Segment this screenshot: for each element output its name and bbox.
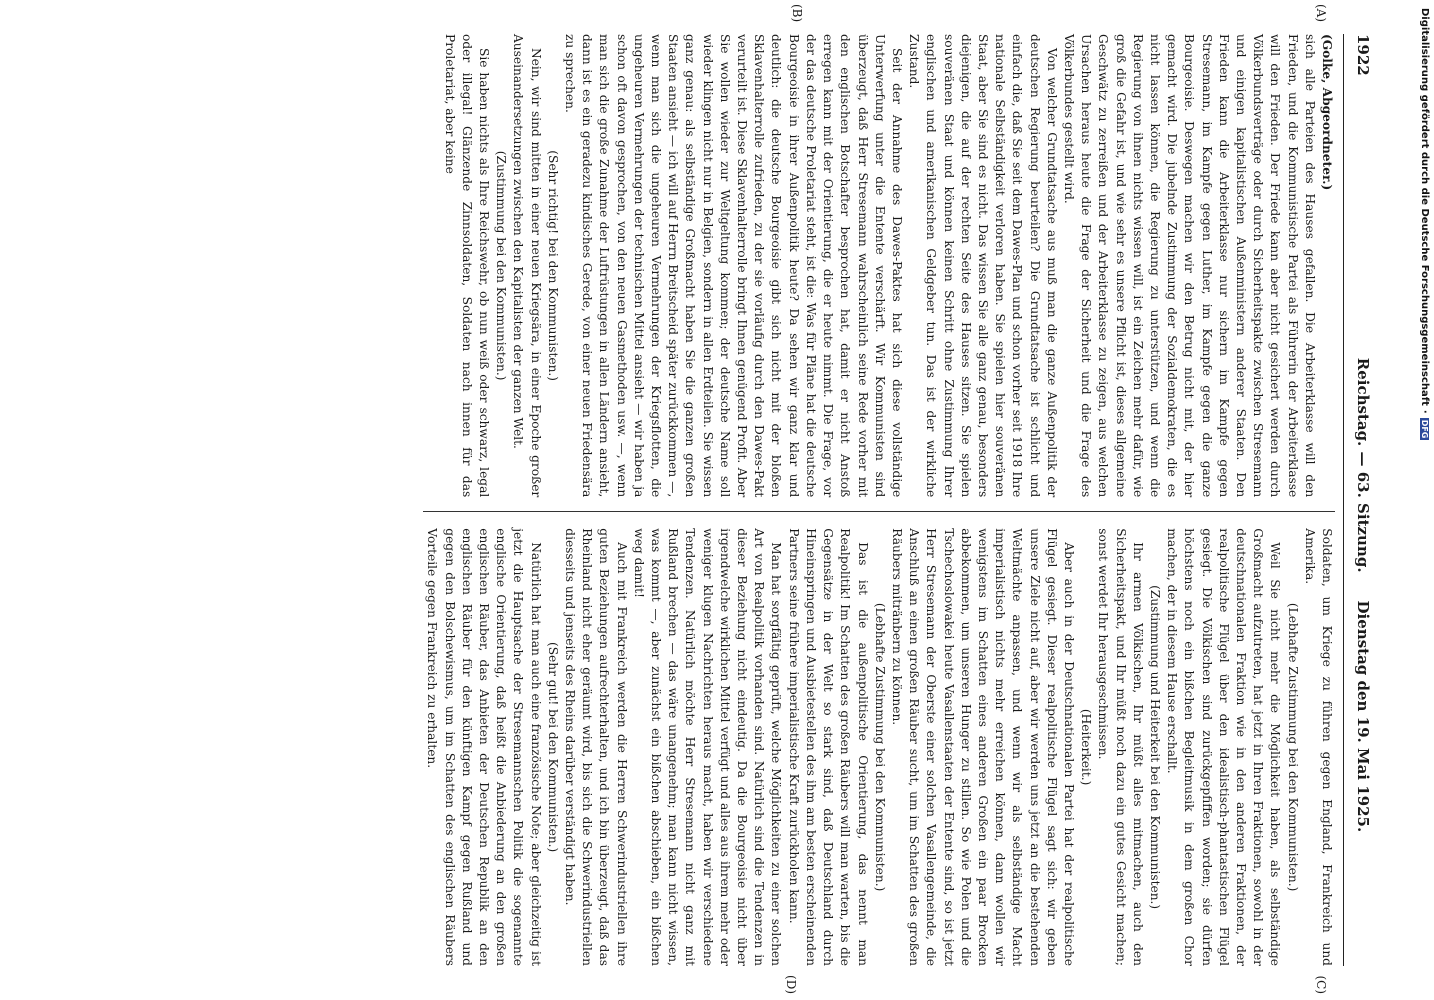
header-title-right: Dienstag den 19. Mai 1925. bbox=[1354, 600, 1372, 833]
text-columns bbox=[423, 4, 1335, 994]
paragraph: Aber auch in der Deutschnationalen Partei hat der realpolitische Flügel gesiegt. Dieser realpolitische Flügel sagt sich: wir geben unsere Ziele nicht auf, aber wir werden uns jetzt an die bestehenden Weltmächte anpassen, und wenn wir als selbständige Macht imperialistisch nichts mehr erreichen können, dann wollen wir wenigstens im Schatten eines anderen Großen ein paar Brocken abbekommen, um unseren Hunger zu stillen. So wie Polen und die Tschechoslowakei heute Vasallenstaaten der Entente sind, so ist jetzt Herr Stresemann der Oberste einer solchen Vasallengemeinde, die Anschluß an einen großen Räuber sucht, um im Schatten des großen Räubers mitränbern zu können. bbox=[889, 528, 1076, 966]
page-number: 1922 bbox=[1354, 34, 1372, 76]
rotated-page bbox=[70, 0, 1390, 1000]
page-header bbox=[1344, 34, 1372, 966]
margin-marker-d: (D) bbox=[784, 975, 798, 994]
credit-text: Digitalisierung gefördert durch die Deutsche Forschungsgemeinschaft bbox=[1419, 8, 1431, 406]
left-column bbox=[423, 4, 1335, 512]
paragraph: Ihr armen Völkischen, Ihr müßt alles mitmachen, auch den Sicherheitspakt, und Ihr müßt noch dazu ein gutes Gesicht machen; sonst werdet Ihr herausgeschmissen. bbox=[1096, 528, 1145, 966]
paragraph: Soldaten, um Kriege zu führen gegen England, Frankreich und Amerika. bbox=[1302, 528, 1334, 966]
paragraph: Auch mit Frankreich werden die Herren Schwerindustriellen ihre guten Beziehungen aufrechterhalten, und ich bin überzeugt, daß das Rheinland nicht eher geräumt wird, bis sich die Schwerindustriellen diesseits und jenseits des Rheins darüber verständigt haben. bbox=[563, 528, 629, 966]
digitization-credit bbox=[1418, 8, 1432, 598]
interjection: (Lebhafte Zustimmung bei den Kommunisten.) bbox=[872, 602, 887, 892]
right-column bbox=[423, 512, 1335, 994]
paragraph: Man hat sorgfältig geprüft, welche Möglichkeiten zu einer solchen Art von Realpolitik vorhanden sind. Natürlich sind die Tendenzen in dieser Beziehung nicht eindeutig. Da die Bourgeoisie nicht über irgendwelche wirklichen Mittel verfügt und alles aus ihrem mehr oder weniger klugen Nachrichten heraus macht, haben wir verschiedene Tendenzen. Natürlich möchte Herr Stresemann nicht ganz mit Rußland brechen — das wäre unangenehm; man kann nicht wissen, was kommt —, aber zunächst ein bißchen abschieben, ein bißchen weg damit! bbox=[631, 528, 784, 966]
interjection: (Lebhafte Zustimmung bei den Kommunisten.) bbox=[1285, 602, 1300, 892]
interjection: (Sehr gut! bei den Kommunisten.) bbox=[545, 641, 560, 853]
credit-text-row: Digitalisierung gefördert durch die Deutsche Forschungsgemeinschaft · DFG bbox=[1419, 8, 1431, 439]
header-left bbox=[1354, 34, 1372, 573]
paragraph: sich alle Parteien des Hauses gefallen. Die Arbeiterklasse will den Frieden, und die Kommunistische Partei als Führerin der Arbeiterklasse will den Frieden. Der Friede kann aber nicht gesichert werden durch Völkerbundsverträge oder durch Sicherheitspakte zwischen Stresemann und einigen kapitalistischen Außenministern anderer Staaten. Den Frieden kann die Arbeiterklasse nur sichern im Kampfe gegen Stresemann, im Kampfe gegen Luther, im Kampfe gegen die ganze Bourgeoisie. Deswegen machen wir den Betrug nicht mit, der hier gemacht wird. Die jubelnde Zustimmung der Sozialdemokraten, die es nicht lassen können, die Regierung zu unterstützen, und wenn die Regierung von ihnen nichts wissen will, ist ein Zeichen mehr dafür, wie groß die Gefahr ist, und wie sehr es unsere Pflicht ist, dieses allgemeine Geschwätz zu zerreißen und der Arbeiterklasse zu zeigen, aus welchen Ursachen heraus heute die Frage der Sicherheit und die Frage des Völkerbundes gestellt wird. bbox=[1061, 34, 1317, 498]
header-title-left: Reichstag. — 63. Sitzung. bbox=[1354, 357, 1372, 573]
header-rule bbox=[1343, 34, 1344, 966]
margin-marker-c: (C) bbox=[1314, 975, 1328, 994]
paragraph: Nein, wir sind mitten in einer neuen Kriegsära, in einer Epoche großer Auseinandersetzungen zwischen den Kapitalisten der ganzen Welt. bbox=[511, 34, 543, 498]
paragraph: Das ist die außenpolitische Orientierung, das nennt man Realpolitik! Im Schatten des großen Räubers will man warten, bis die Gegensätze in der Welt so stark sind, daß Deutschland durch Hineinspringen und Ausbietestellen des ihm am besten erscheinenden Partners seine frühere imperialistische Kraft zurückholen kann. bbox=[786, 528, 870, 966]
paragraph: Von welcher Grundtatsache aus muß man die ganze Außenpolitik der deutschen Regierung beurteilen? Die Grundtatsache ist schlicht und einfach die, daß Sie seit dem Dawes-Plan und schon vorher seit 1918 Ihre nationale Selbständigkeit verloren haben. Sie spielen hier souveränen Staat, aber Sie sind es nicht. Das wissen Sie alle ganz genau, besonders diejenigen, die auf der rechten Seite des Hauses sitzen. Sie spielen souveränen Staat und können keinen Schritt ohne Zustimmung Ihrer englischen und amerikanischen Geldgeber tun. Das ist der wirkliche Zustand. bbox=[907, 34, 1059, 498]
margin-marker-b: (B) bbox=[790, 4, 804, 23]
paragraph: Natürlich hat man auch eine französische Note; aber gleichzeitig ist jetzt die Hauptsache der Stresemannschen Politik die sogenannte englische Orientierung, daß heißt die Anbiederung an den großen englischen Räuber, das Anbieten der Deutschen Republik an den englischen Räuber für den künftigen Kampf gegen Rußland und gegen den Bolschewismus, um im Schatten des englischen Räubers Vorteile gegen Frankreich zu erhalten. bbox=[425, 528, 543, 966]
dfg-logo: DFG bbox=[1420, 419, 1430, 439]
interjection: (Zustimmung bei den Kommunisten.) bbox=[494, 150, 509, 381]
margin-marker-a: (A) bbox=[1314, 4, 1328, 23]
interjection: (Zustimmung und Heiterkeit bei den Kommunisten.) bbox=[1147, 585, 1162, 910]
paragraph: Sie haben nichts als Ihre Reichswehr, ob nun weiß oder schwarz, legal oder illegal! Glänzende Zinnsoldaten, Soldaten nach innen für das Proletariat, aber keine bbox=[442, 34, 492, 498]
paragraph: Seit der Annahme des Dawes-Paktes hat sich diese vollständige Unterwerfung unter die Entente verschärft. Wir Kommunisten sind überzeugt, daß Herr Stresemann wahrscheinlich seine Rede vorher mit den englischen Botschafter besprochen hat, damit er nicht Anstoß erregen kann mit der Orientierung, die er heute nimmt. Die Frage, vor der das deutsche Proletariat steht, ist die: Was für Pläne hat die deutsche Bourgeoisie in ihrer Außenpolitik heute? Da sehen wir ganz klar und deutlich: die deutsche Bourgeoisie gibt sich nicht mit der bloßen Sklavenhalterrolle zufrieden, zu der sie vorläufig durch den Dawes-Pakt verurteilt ist. Diese Sklavenhalterrolle bringt Ihnen genügend Profit. Aber Sie wollen wieder zur Weltgeltung kommen; der deutsche Name soll wieder klingen nicht nur in Belgien, sondern in allen Erdteilen. Sie wissen ganz genau: als selbständige Großmacht haben Sie die ganzen großen Staaten ansieht — ich will auf Herrn Breitscheid später zurückkommen —, wenn man sich die ungeheuren Vermehrungen der Kriegsflotten, die ungeheuren Vermehrungen der technischen Mittel ansieht — wir haben ja schon oft davon gesprochen, von den neuen Gasmethoden usw. —, wenn man sich die große Zunahme der Luftrüstungen in allen Ländern ansieht, dann ist es ein geradezu kindisches Gerede, von einer neuen Friedensära zu sprechen. bbox=[563, 34, 904, 498]
paragraph: Weil Sie nicht mehr die Möglichkeit haben, als selbständige Großmacht aufzutreten, hat jetzt in Ihren Fraktionen, sowohl in der deutschnationalen Fraktion wie in den anderen Fraktionen, der realpolitische Flügel über den idealistisch-phantastischen Flügel gesiegt. Die Völkischen sind zurückgepfiffen worden; sie dürfen höchstens noch ein bißchen Begleitmusik in dem großen Chor machen, der in diesem Hause erschallt. bbox=[1165, 528, 1283, 966]
interjection: (Heiterkeit.) bbox=[1079, 708, 1094, 786]
speaker-line: (Golke, Abgeordneter.) bbox=[1320, 34, 1334, 191]
interjection: (Sehr richtig! bei den Kommunisten.) bbox=[545, 150, 560, 382]
